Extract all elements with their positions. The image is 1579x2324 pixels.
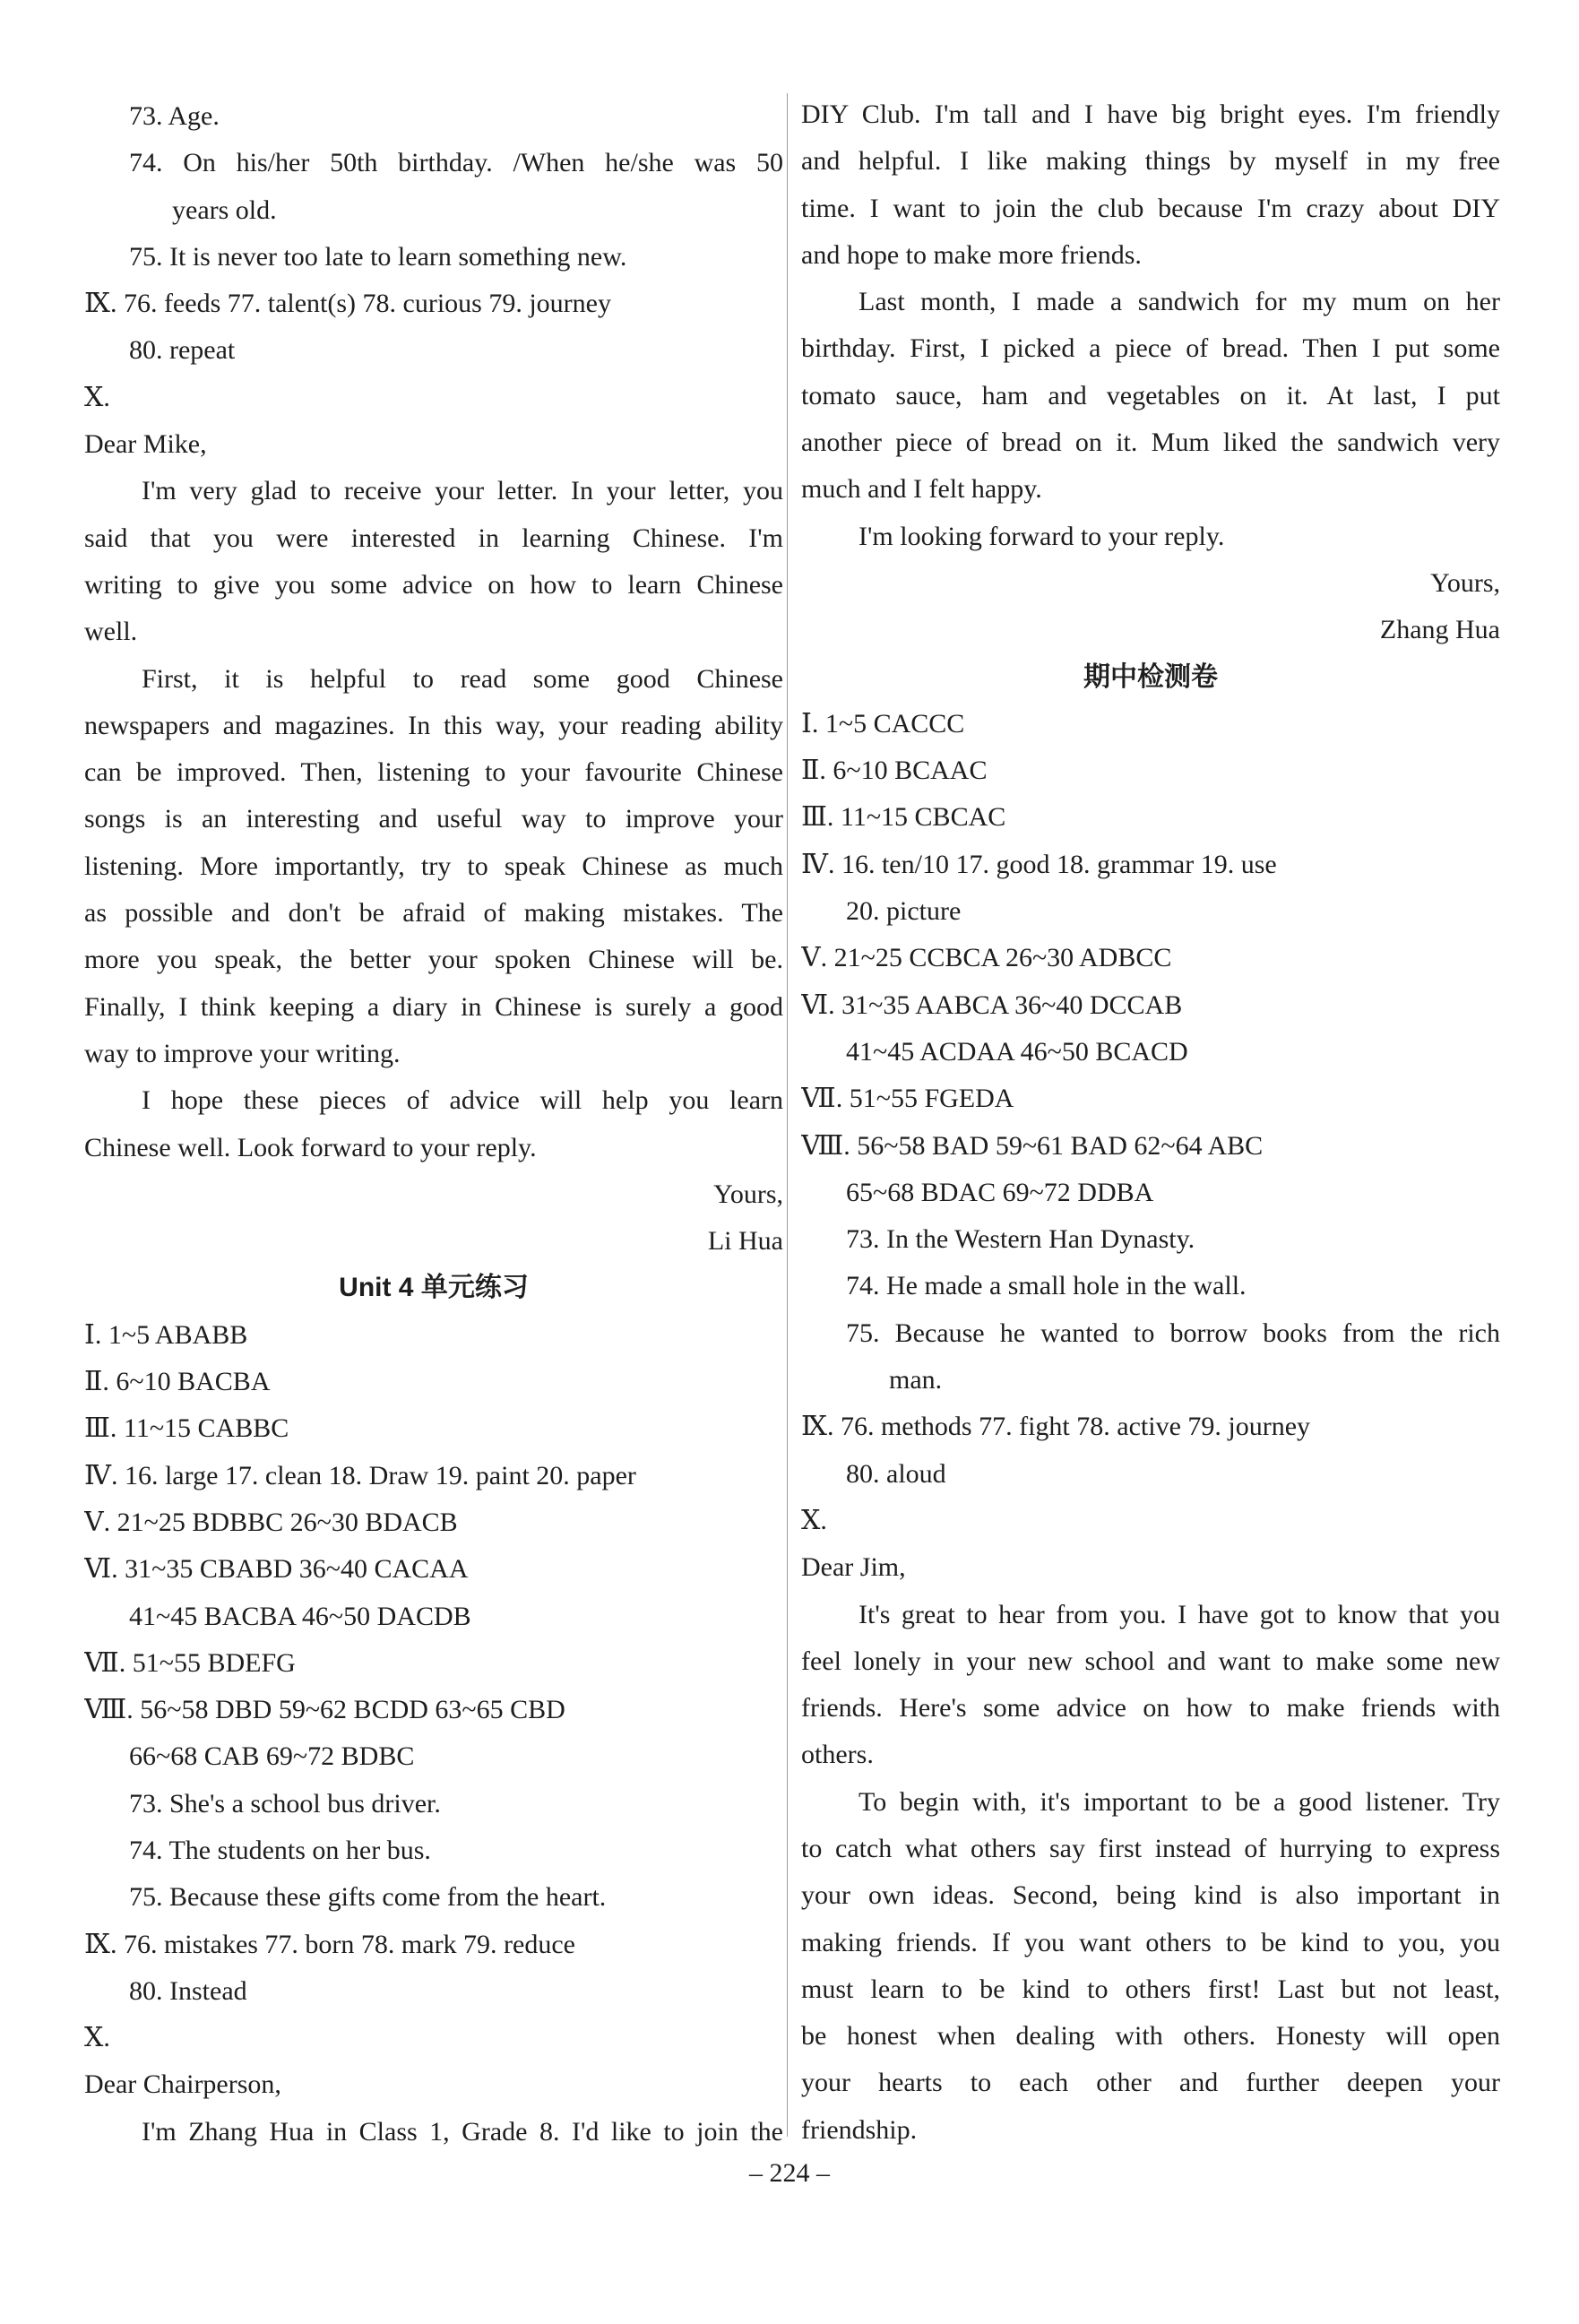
left-line: newspapers and magazines. In this way, your reading ability <box>84 710 783 740</box>
left-line: years old. <box>172 194 277 225</box>
right-line: To begin with, it's important to be a good listener. Try <box>859 1786 1500 1817</box>
right-line: Ⅶ. 51~55 FGEDA <box>801 1084 1014 1114</box>
right-line: friendship. <box>801 2114 918 2145</box>
left-line: well. <box>84 617 138 647</box>
right-line: Ⅵ. 31~35 AABCA 36~40 DCCAB <box>801 989 1183 1020</box>
left-line: Ⅹ. <box>84 2023 110 2053</box>
left-line: Dear Mike, <box>84 429 207 460</box>
left-line: 80. repeat <box>129 335 236 366</box>
left-line: 75. Because these gifts come from the heart. <box>129 1882 607 1913</box>
right-line: and helpful. I like making things by myself in my free <box>801 146 1500 177</box>
right-line: Ⅰ. 1~5 CACCC <box>801 708 965 739</box>
left-line: Ⅲ. 11~15 CABBC <box>84 1413 289 1444</box>
left-line: Chinese well. Look forward to your reply. <box>84 1132 537 1162</box>
right-line: 41~45 ACDAA 46~50 BCACD <box>846 1036 1188 1067</box>
right-line: much and I felt happy. <box>801 474 1042 505</box>
right-line: Ⅸ. 76. methods 77. fight 78. active 79. journey <box>801 1412 1311 1442</box>
right-line: man. <box>889 1365 943 1395</box>
left-line: Ⅶ. 51~55 BDEFG <box>84 1647 296 1678</box>
right-line: Last month, I made a sandwich for my mum on her <box>859 287 1500 317</box>
right-line: your own ideas. Second, being kind is also important in <box>801 1880 1500 1911</box>
right-line: feel lonely in your new school and want to make some new <box>801 1646 1500 1676</box>
right-line: 期中检测卷 <box>1083 661 1218 692</box>
right-line: another piece of bread on it. Mum liked the sandwich very <box>801 428 1500 458</box>
left-line: Finally, I think keeping a diary in Chinese is surely a good <box>84 991 783 1022</box>
left-line: said that you were interested in learning Chinese. I'm <box>84 523 783 553</box>
left-line: I'm Zhang Hua in Class 1, Grade 8. I'd like to join the <box>142 2116 783 2147</box>
left-line: Ⅸ. 76. feeds 77. talent(s) 78. curious 79. journey <box>84 289 611 319</box>
right-column <box>801 91 1500 2154</box>
right-line: Ⅱ. 6~10 BCAAC <box>801 756 988 786</box>
right-line: 65~68 BDAC 69~72 DDBA <box>846 1177 1154 1207</box>
right-line: Dear Jim, <box>801 1552 906 1583</box>
left-line: Unit 4 单元练习 <box>339 1273 529 1303</box>
left-line: Yours, <box>713 1179 783 1209</box>
right-line: must learn to be kind to others first! Last but not least, <box>801 1974 1500 2004</box>
right-line: 80. aloud <box>846 1458 946 1489</box>
left-line: Ⅰ. 1~5 ABABB <box>84 1319 248 1350</box>
right-line: DIY Club. I'm tall and I have big bright eyes. I'm friendly <box>801 99 1500 129</box>
left-line: 73. She's a school bus driver. <box>129 1788 441 1819</box>
right-line: Zhang Hua <box>1379 615 1500 645</box>
left-column <box>84 93 783 2156</box>
left-line: way to improve your writing. <box>84 1038 401 1068</box>
left-line: 74. On his/her 50th birthday. /When he/she was 50 <box>129 148 783 178</box>
right-line: Ⅷ. 56~58 BAD 59~61 BAD 62~64 ABC <box>801 1130 1264 1161</box>
left-line: 80. Instead <box>129 1975 247 2006</box>
right-line: I'm looking forward to your reply. <box>859 521 1225 551</box>
right-line: tomato sauce, ham and vegetables on it. At last, I put <box>801 380 1500 410</box>
left-line: 73. Age. <box>129 101 220 131</box>
right-line: friends. Here's some advice on how to make friends with <box>801 1693 1500 1724</box>
left-line: Ⅷ. 56~58 DBD 59~62 BCDD 63~65 CBD <box>84 1695 565 1725</box>
left-line: writing to give you some advice on how to learn Chinese <box>84 569 783 600</box>
right-line: 73. In the Western Han Dynasty. <box>846 1224 1195 1255</box>
right-line: Ⅴ. 21~25 CCBCA 26~30 ADBCC <box>801 943 1172 973</box>
right-line: Ⅲ. 11~15 CBCAC <box>801 802 1006 833</box>
right-line: and hope to make more friends. <box>801 239 1142 270</box>
left-line: I'm very glad to receive your letter. In your letter, you <box>142 476 783 506</box>
right-line: others. <box>801 1740 874 1770</box>
right-line: 74. He made a small hole in the wall. <box>846 1271 1247 1301</box>
left-line: 66~68 CAB 69~72 BDBC <box>129 1741 415 1772</box>
left-line: songs is an interesting and useful way to improve your <box>84 804 783 834</box>
left-line: 41~45 BACBA 46~50 DACDB <box>129 1601 471 1631</box>
right-line: Ⅳ. 16. ten/10 17. good 18. grammar 19. use <box>801 849 1277 879</box>
left-line: Ⅵ. 31~35 CBABD 36~40 CACAA <box>84 1554 469 1585</box>
left-line: Ⅴ. 21~25 BDBBC 26~30 BDACB <box>84 1507 458 1537</box>
left-line: Dear Chairperson, <box>84 2069 281 2100</box>
left-line: 74. The students on her bus. <box>129 1835 431 1865</box>
left-line: more you speak, the better your spoken Chinese will be. <box>84 945 783 975</box>
page-number: – 224 – <box>749 2158 830 2188</box>
right-line: 20. picture <box>846 896 962 927</box>
left-line: I hope these pieces of advice will help you learn <box>142 1085 783 1116</box>
right-line: birthday. First, I picked a piece of bread. Then I put some <box>801 333 1500 364</box>
right-line: Ⅹ. <box>801 1505 827 1535</box>
left-line: 75. It is never too late to learn something new. <box>129 241 627 272</box>
right-line: Yours, <box>1430 567 1500 598</box>
right-line: It's great to hear from you. I have got to know that you <box>859 1599 1500 1629</box>
right-line: 75. Because he wanted to borrow books from the rich <box>846 1318 1500 1348</box>
left-line: listening. More importantly, try to speak Chinese as much <box>84 851 783 881</box>
right-line: your hearts to each other and further deepen your <box>801 2068 1500 2098</box>
left-line: can be improved. Then, listening to your favourite Chinese <box>84 757 783 788</box>
right-line: be honest when dealing with others. Honesty will open <box>801 2021 1500 2052</box>
left-line: Ⅱ. 6~10 BACBA <box>84 1367 271 1397</box>
left-line: Ⅳ. 16. large 17. clean 18. Draw 19. paint 20. paper <box>84 1460 636 1490</box>
column-divider <box>787 93 788 2137</box>
left-line: Li Hua <box>707 1226 783 1257</box>
right-line: to catch what others say first instead of hurrying to express <box>801 1833 1500 1863</box>
right-line: making friends. If you want others to be kind to you, you <box>801 1927 1500 1957</box>
left-line: Ⅸ. 76. mistakes 77. born 78. mark 79. reduce <box>84 1929 575 1959</box>
right-line: time. I want to join the club because I'm crazy about DIY <box>801 193 1500 223</box>
left-line: as possible and don't be afraid of making mistakes. The <box>84 898 783 929</box>
left-line: First, it is helpful to read some good Chinese <box>142 663 783 694</box>
left-line: Ⅹ. <box>84 382 110 412</box>
